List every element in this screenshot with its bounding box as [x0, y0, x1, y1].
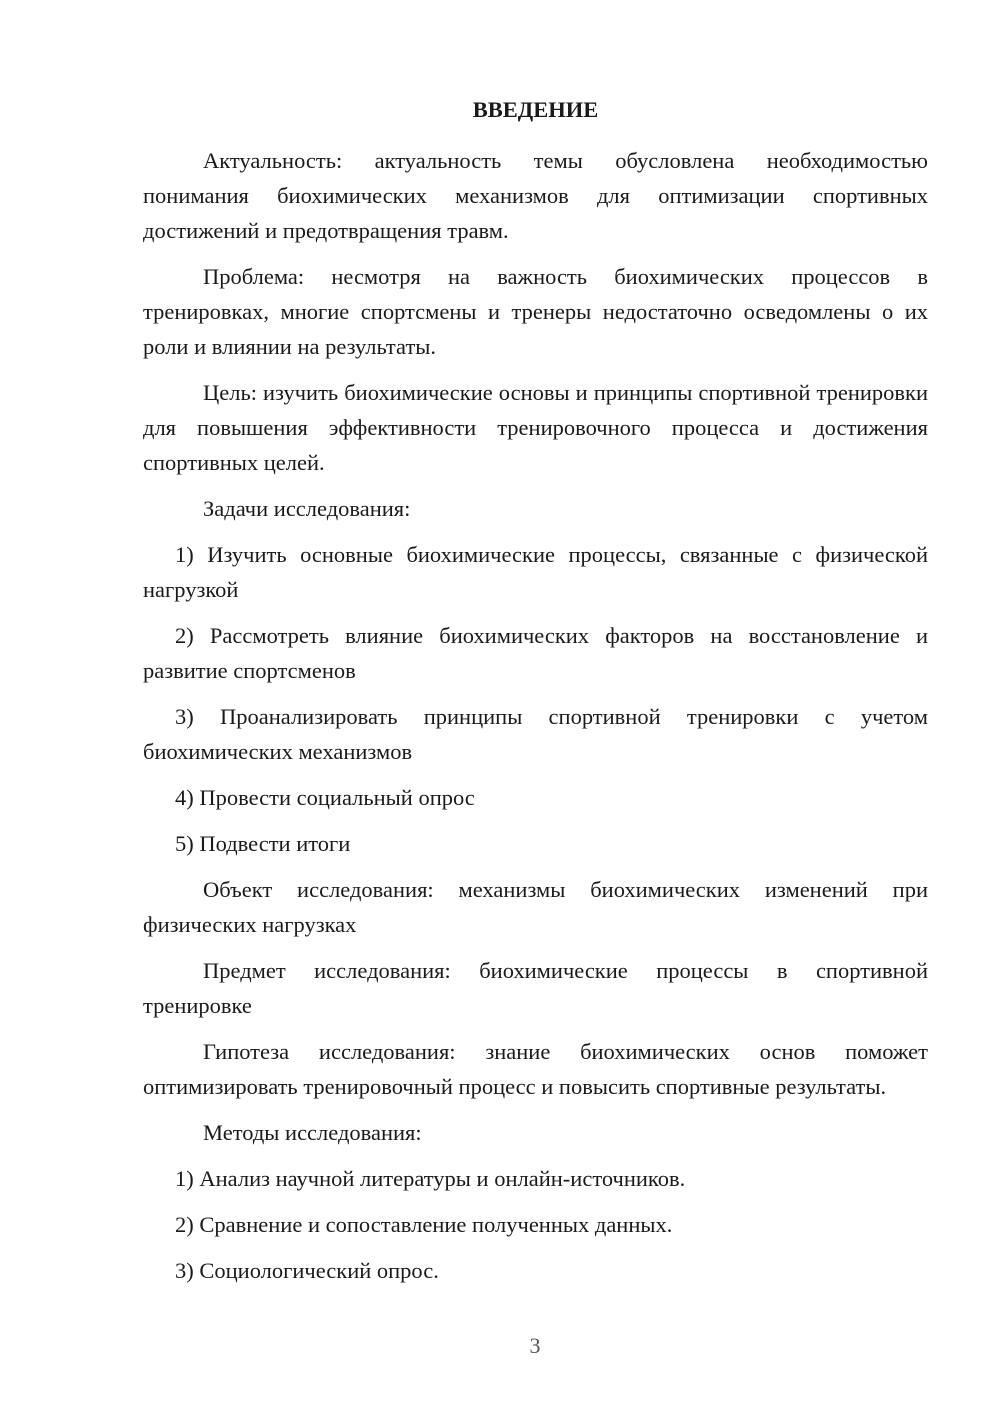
task-item-5: 5) Подвести итоги	[175, 831, 351, 856]
relevance-paragraph: Актуальность: актуальность темы обусловлена необходимостью понимания биохимических механизмов для оптимизации спортивных достижений и предотвращения травм.	[143, 148, 928, 243]
hypothesis-paragraph: Гипотеза исследования: знание биохимических основ поможет оптимизировать тренировочный процесс и повысить спортивные результаты.	[143, 1039, 928, 1099]
task-item-4: 4) Провести социальный опрос	[175, 785, 475, 810]
page-number: 3	[529, 1333, 541, 1358]
object-paragraph: Объект исследования: механизмы биохимических изменений при физических нагрузках	[143, 877, 928, 937]
method-item-2: 2) Сравнение и сопоставление полученных данных.	[175, 1212, 673, 1237]
method-item-3: 3) Социологический опрос.	[175, 1258, 439, 1283]
goal-paragraph: Цель: изучить биохимические основы и принципы спортивной тренировки для повышения эффективности тренировочного процесса и достижения спортивных целей.	[143, 380, 928, 475]
subject-paragraph: Предмет исследования: биохимические процессы в спортивной тренировке	[143, 958, 928, 1018]
methods-heading: Методы исследования:	[203, 1120, 422, 1145]
task-item-1: 1) Изучить основные биохимические процессы, связанные с физической нагрузкой	[143, 542, 928, 602]
task-item-3: 3) Проанализировать принципы спортивной тренировки с учетом биохимических механизмов	[143, 704, 928, 764]
page-body	[143, 92, 928, 1299]
method-item-1: 1) Анализ научной литературы и онлайн-источников.	[175, 1166, 686, 1191]
task-item-2: 2) Рассмотреть влияние биохимических факторов на восстановление и развитие спортсменов	[143, 623, 928, 683]
tasks-heading: Задачи исследования:	[203, 496, 411, 521]
problem-paragraph: Проблема: несмотря на важность биохимических процессов в тренировках, многие спортсмены и тренеры недостаточно осведомлены о их роли и влиянии на результаты.	[143, 264, 928, 359]
page-title: ВВЕДЕНИЕ	[472, 97, 599, 122]
